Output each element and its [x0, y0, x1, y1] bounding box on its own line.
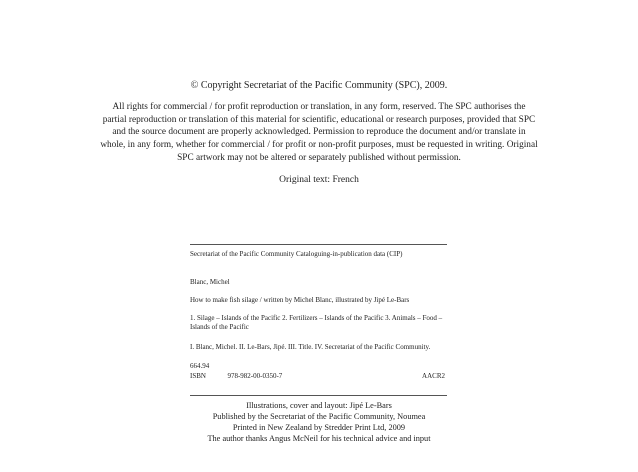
- copyright-notice: © Copyright Secretariat of the Pacific Community (SPC), 2009.: [190, 80, 448, 91]
- rights-statement: All rights for commercial / for profit reproduction or translation, in any form, reserved. The SPC authorises the partial reproduction or translation of this material for scientific, educational or research purposes, provided that SPC and the source document are properly acknowledged. Permission to reproduce the document and/or translate in whole, in any form, whether for commercial / for profit or non-profit purposes, must be requested in writing. Original SPC artwork may not be altered or separately published without permission.: [100, 102, 538, 163]
- credit-printer: Printed in New Zealand by Stredder Print Ltd, 2009: [232, 423, 406, 432]
- top-divider: [190, 244, 447, 245]
- credit-acknowledgement: The author thanks Angus McNeil for his technical advice and input: [207, 434, 431, 443]
- cip-isbn-row: [190, 372, 447, 381]
- credit-publisher: Published by the Secretariat of the Pacific Community, Noumea: [212, 412, 426, 421]
- cip-header: Secretariat of the Pacific Community Cataloguing-in-publication data (CIP): [190, 250, 403, 258]
- isbn-label: ISBN: [190, 372, 206, 380]
- original-language-note: Original text: French: [279, 175, 359, 185]
- cip-added-entries: I. Blanc, Michel. II. Le-Bars, Jipé. III. Title. IV. Secretariat of the Pacific Community.: [190, 343, 431, 351]
- cip-title: How to make fish silage / written by Michel Blanc, illustrated by Jipé Le-Bars: [190, 296, 410, 304]
- isbn-number: 978-982-00-0350-7: [227, 372, 283, 380]
- credits-block: [0, 400, 638, 444]
- cip-classification: 664.94: [190, 362, 210, 370]
- credit-illustrations: Illustrations, cover and layout: Jipé Le-Bars: [246, 401, 392, 410]
- bottom-divider: [190, 395, 447, 396]
- cataloguing-code: AACR2: [422, 372, 445, 380]
- cip-subjects: 1. Silage – Islands of the Pacific 2. Fertilizers – Islands of the Pacific 3. Animals – Food – Islands of the Pacific: [190, 314, 443, 331]
- cip-author: Blanc, Michel: [190, 278, 230, 286]
